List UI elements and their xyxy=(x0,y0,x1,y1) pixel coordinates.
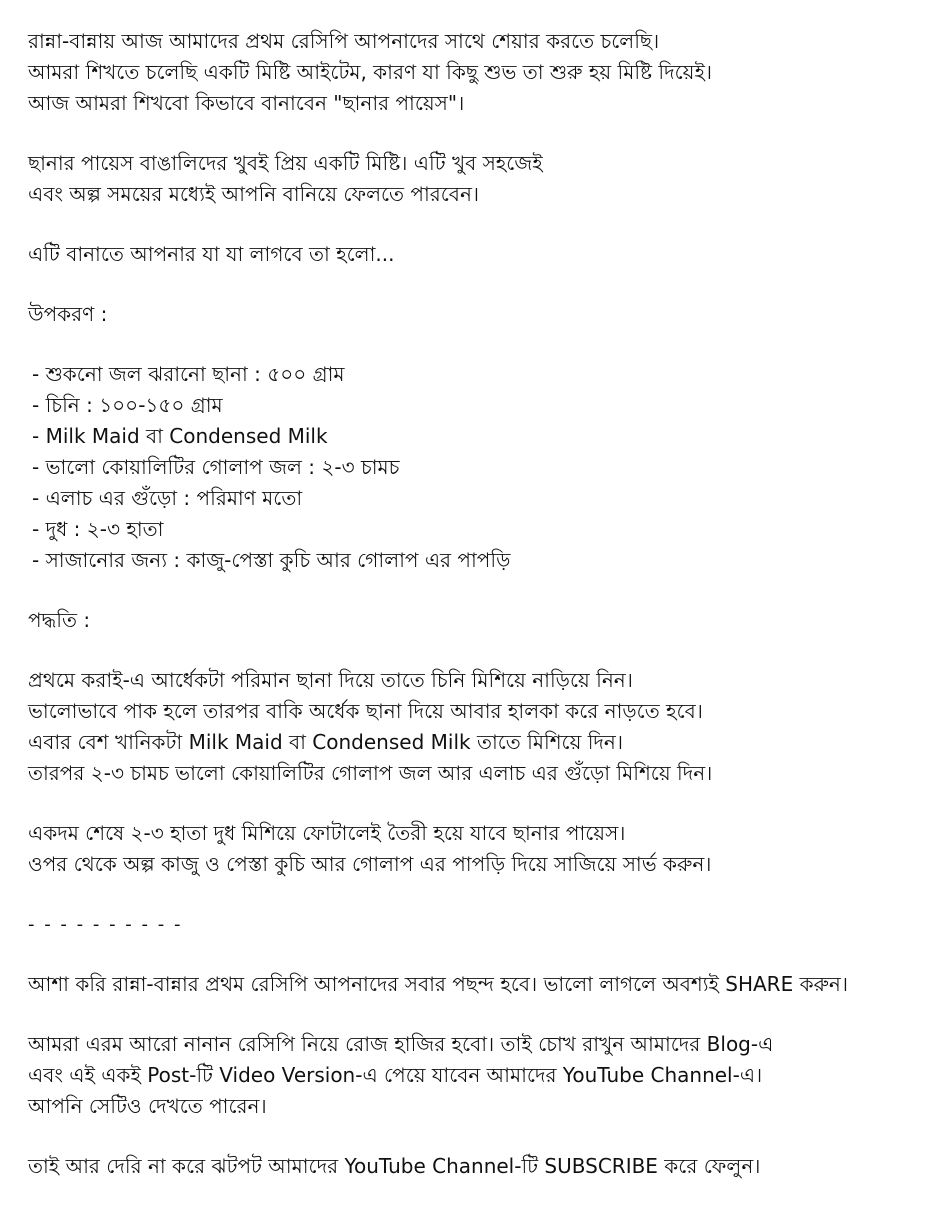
about-line-2: এবং অল্প সময়ের মধ্যেই আপনি বানিয়ে ফেলতে পারবেন। xyxy=(28,182,480,206)
ingredient-item: - সাজানোর জন্য : কাজু-পেস্তা কুচি আর গোলাপ এর পাপড়ি xyxy=(32,548,511,572)
more-line-3: আপনি সেটিও দেখতে পারেন। xyxy=(28,1094,267,1118)
intro-line-2: আমরা শিখতে চলেছি একটি মিষ্টি আইটেম, কারণ যা কিছু শুভ তা শুরু হয় মিষ্টি দিয়েই। xyxy=(28,60,712,84)
ingredient-item: - চিনি : ১০০-১৫০ গ্রাম xyxy=(32,393,223,417)
final-line-1: একদম শেষে ২-৩ হাতা দুধ মিশিয়ে ফোটালেই তৈরী হয়ে যাবে ছানার পায়েস। xyxy=(28,821,626,845)
ingredient-item: - দুধ : ২-৩ হাতা xyxy=(32,517,164,541)
ingredients-heading: উপকরণ : xyxy=(28,302,108,326)
section-divider: - - - - - - - - - - xyxy=(28,914,183,935)
ingredient-item: - Milk Maid বা Condensed Milk xyxy=(32,424,328,448)
intro-line-1: রান্না-বান্নায় আজ আমাদের প্রথম রেসিপি আপনাদের সাথে শেয়ার করতে চলেছি। xyxy=(28,29,660,53)
method-line-4: তারপর ২-৩ চামচ ভালো কোয়ালিটির গোলাপ জল আর এলাচ এর গুঁড়ো মিশিয়ে দিন। xyxy=(28,761,713,785)
about-line-1: ছানার পায়েস বাঙালিদের খুবই প্রিয় একটি মিষ্টি। এটি খুব সহজেই xyxy=(28,151,543,175)
more-line-2: এবং এই একই Post-টি Video Version-এ পেয়ে যাবেন আমাদের YouTube Channel-এ। xyxy=(28,1063,763,1087)
subscribe-line: তাই আর দেরি না করে ঝটপট আমাদের YouTube Channel-টি SUBSCRIBE করে ফেলুন। xyxy=(28,1154,761,1178)
ingredient-item: - ভালো কোয়ালিটির গোলাপ জল : ২-৩ চামচ xyxy=(32,455,400,479)
method-line-2: ভালোভাবে পাক হলে তারপর বাকি অর্ধেক ছানা দিয়ে আবার হালকা করে নাড়তে হবে। xyxy=(28,699,703,723)
intro-line-3: আজ আমরা শিখবো কিভাবে বানাবেন "ছানার পায়েস"। xyxy=(28,91,465,115)
method-line-3: এবার বেশ খানিকটা Milk Maid বা Condensed Milk তাতে মিশিয়ে দিন। xyxy=(28,730,624,754)
method-heading: পদ্ধতি : xyxy=(28,608,91,632)
ingredient-item: - এলাচ এর গুঁড়ো : পরিমাণ মতো xyxy=(32,486,303,510)
final-line-2: ওপর থেকে অল্প কাজু ও পেস্তা কুচি আর গোলাপ এর পাপড়ি দিয়ে সাজিয়ে সার্ভ করুন। xyxy=(28,852,712,876)
ingredient-item: - শুকনো জল ঝরানো ছানা : ৫০০ গ্রাম xyxy=(32,362,345,386)
method-line-1: প্রথমে করাই-এ আর্ধেকটা পরিমান ছানা দিয়ে তাতে চিনি মিশিয়ে নাড়িয়ে নিন। xyxy=(28,668,633,692)
more-line-1: আমরা এরম আরো নানান রেসিপি নিয়ে রোজ হাজির হবো। তাই চোখ রাখুন আমাদের Blog-এ xyxy=(28,1032,774,1056)
closing-line: আশা করি রান্না-বান্নার প্রথম রেসিপি আপনাদের সবার পছন্দ হবে। ভালো লাগলে অবশ্যই SHARE করুন। xyxy=(28,972,848,996)
need-line: এটি বানাতে আপনার যা যা লাগবে তা হলো... xyxy=(28,242,395,266)
